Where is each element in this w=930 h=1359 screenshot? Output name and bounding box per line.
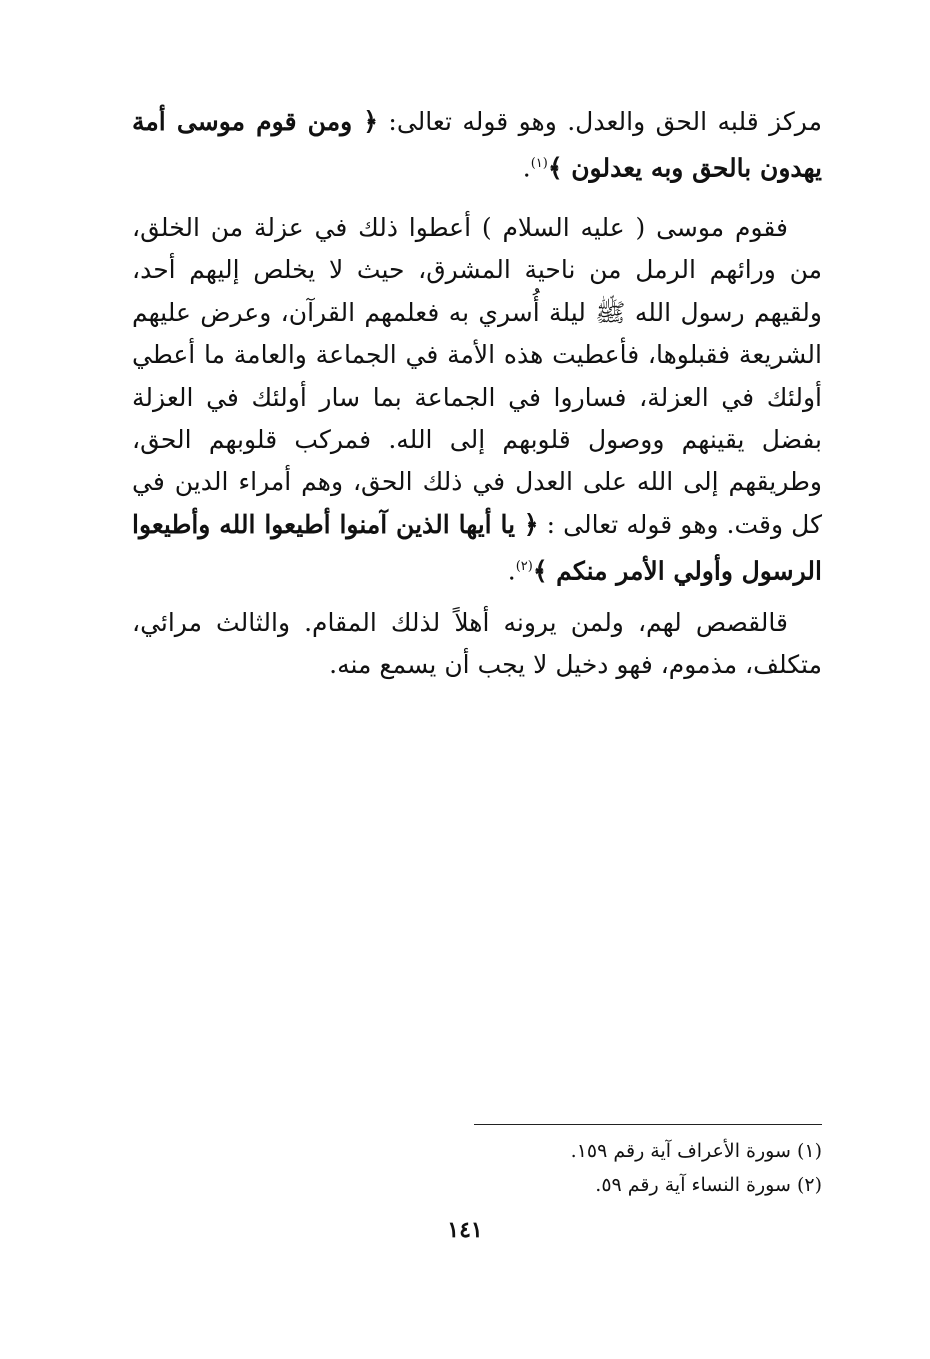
footnote-2: (٢) سورة النساء آية رقم ٥٩. [595,1174,822,1196]
paragraph-3-text: قالقصص لهم، ولمن يرونه أهلاً لذلك المقام. والثالث مرائي، متكلف، مذموم، فهو دخيل لا يجب أن يسمع منه. [132,608,822,680]
footnote-1: (١) سورة الأعراف آية رقم ١٥٩. [570,1140,822,1162]
footnote-separator [474,1124,822,1125]
footnote-ref-2: (٢) [515,559,533,575]
paragraph-2-lead: فقوم موسى ( عليه السلام ) أعطوا ذلك في عزلة من الخلق، من ورائهم الرمل من ناحية المشرق، حيث لا يخلص إليهم أحد، ولقيهم رسول الله ﷺ ليلة أُسري به فعلمهم القرآن، وعرض عليهم الشريعة فقبلوها، فأعطيت هذه الأمة في الجماعة والعامة ما أعطي أولئك في العزلة، فساروا في الجماعة بما سار أولئك في العزلة بفضل يقينهم ووصول قلوبهم إلى الله. فمركب قلوبهم الحق، وطريقهم إلى الله على العدل في ذلك الحق، وهم أمراء الدين في كل وقت. وهو قوله تعالى : [132,213,823,539]
paragraph-2-tail: . [507,556,516,586]
footnote-ref-1: (١) [530,156,548,172]
quran-quote-2: ﴿ يا أيها الذين آمنوا أطيعوا الله وأطيعوا الرسول وأولي الأمر منكم ﴾ [132,509,822,586]
footnotes [474,1134,822,1202]
quran-quote-1: ﴿ ومن قوم موسى أمة يهدون بالحق وبه يعدلون ﴾ [132,107,822,183]
paragraph-3 [132,602,822,687]
paragraph-1-lead: مركز قلبه الحق والعدل. وهو قوله تعالى: [378,107,822,136]
paragraph-1-tail: . [522,153,531,183]
paragraph-1 [132,101,822,190]
paragraph-2 [132,207,822,593]
page-number: ١٤١ [447,1217,483,1243]
